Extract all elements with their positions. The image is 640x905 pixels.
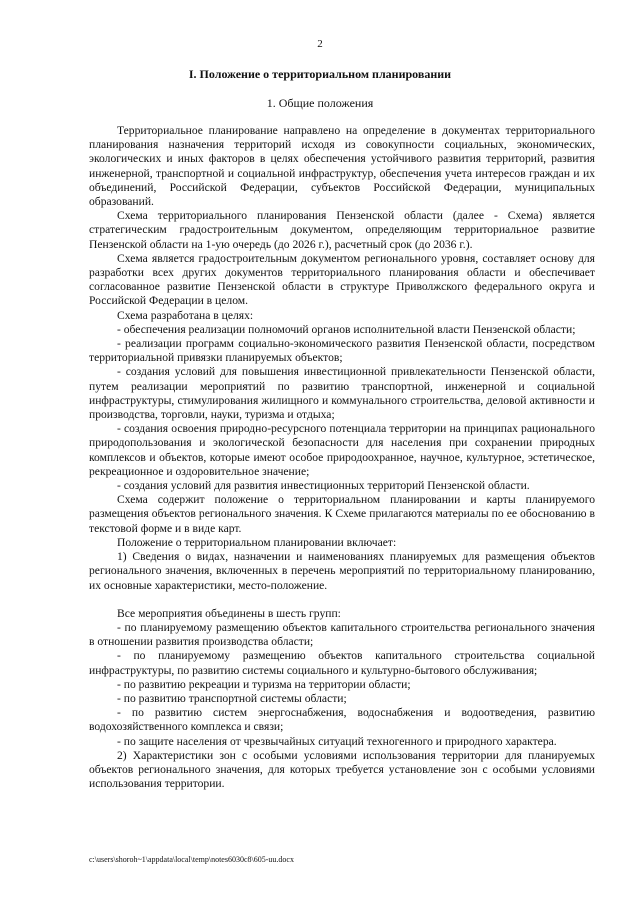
paragraph: Схема разработана в целях: bbox=[117, 308, 254, 322]
paragraph: Все мероприятия объединены в шесть групп: bbox=[117, 606, 341, 620]
paragraph: Схема содержит положение о территориальном планировании и карты планируемого размещения объектов регионального значения. К Схеме прилагаются материалы по ее обоснованию в текстовой форме и в виде карт. bbox=[89, 493, 595, 535]
list-item: - обеспечения реализации полномочий органов исполнительной власти Пензенской области; bbox=[117, 322, 576, 336]
list-item: - создания условий для повышения инвестиционной привлекательности Пензенской области, путем реализации мероприятий по развитию транспортной, инженерной и социальной инфраструктуры, стимулирования жилищного и коммунального строительства, деловой активности и производства, торговли, науки, туризма и отдыха; bbox=[89, 365, 595, 422]
paragraph: Территориальное планирование направлено на определение в документах территориального планирования назначения территорий исходя из совокупности социальных, экономических, экологических и иных факторов в целях обеспечения устойчивого развития территорий, развития инженерной, транспортной и социальной инфраструктур, обеспечения учета интересов граждан и их объединений, Российской Федерации, субъектов Российской Федерации, муниципальных образований. bbox=[89, 124, 595, 209]
list-item: - по развитию рекреации и туризма на территории области; bbox=[117, 677, 411, 691]
list-item: - по развитию систем энергоснабжения, водоснабжения и водоотведения, развитию водохозяйственного комплекса и связи; bbox=[89, 706, 595, 734]
list-item: - по планируемому размещению объектов капитального строительства регионального значения в отношении развития производства области; bbox=[89, 620, 595, 649]
list-item: - по планируемому размещению объектов капитального строительства социальной инфраструктуры, по развитию системы социального и культурно-бытового обслуживания; bbox=[89, 649, 595, 677]
subsection-heading: 1. Общие положения bbox=[266, 96, 374, 110]
list-item: - создания освоения природно-ресурсного потенциала территории на принципах рационального природопользования и экологической безопасности для населения при сохранении природных комплексов и объектов, которые имеют особое природоохранное, научное, культурное, эстетическое, рекреационное и оздоровительное значение; bbox=[89, 422, 595, 478]
file-path-footer: c:\users\shoroh~1\appdata\local\temp\notes6030c8\605-uu.docx bbox=[89, 855, 294, 864]
paragraph: Положение о территориальном планировании включает: bbox=[117, 535, 397, 549]
paragraph: Схема территориального планирования Пензенской области (далее - Схема) является стратегическим градостроительным документом, определяющим территориальное развитие Пензенской области на 1-ую очередь (до 2026 г.), расчетный срок (до 2036 г.). bbox=[89, 209, 595, 251]
list-item: - по защите населения от чрезвычайных ситуаций техногенного и природного характера. bbox=[117, 734, 557, 748]
paragraph: Схема является градостроительным документом регионального уровня, составляет основу для разработки всех других документов территориального планирования области и обеспечивает согласованное развитие Пензенской области в структуре Приволжского федерального округа и Российской Федерации в целом. bbox=[89, 251, 595, 308]
list-item: - создания условий для развития инвестиционных территорий Пензенской области. bbox=[117, 479, 530, 493]
document-body bbox=[89, 124, 595, 791]
page-number: 2 bbox=[317, 38, 323, 50]
list-item: - по развитию транспортной системы области; bbox=[117, 691, 347, 705]
paragraph: 2) Характеристики зон с особыми условиями использования территории для планируемых объектов регионального значения, для которых требуется установление зон с особыми условиями использования территории. bbox=[89, 748, 595, 791]
paragraph: 1) Сведения о видах, назначении и наименованиях планируемых для размещения объектов регионального значения, включенных в перечень мероприятий по территориальному планированию, их основные характеристики, место-положение. bbox=[89, 550, 595, 592]
section-heading: I. Положение о территориальном планировании bbox=[188, 67, 452, 81]
list-item: - реализации программ социально-экономического развития Пензенской области, посредством территориальной привязки планируемых объектов; bbox=[89, 337, 595, 365]
